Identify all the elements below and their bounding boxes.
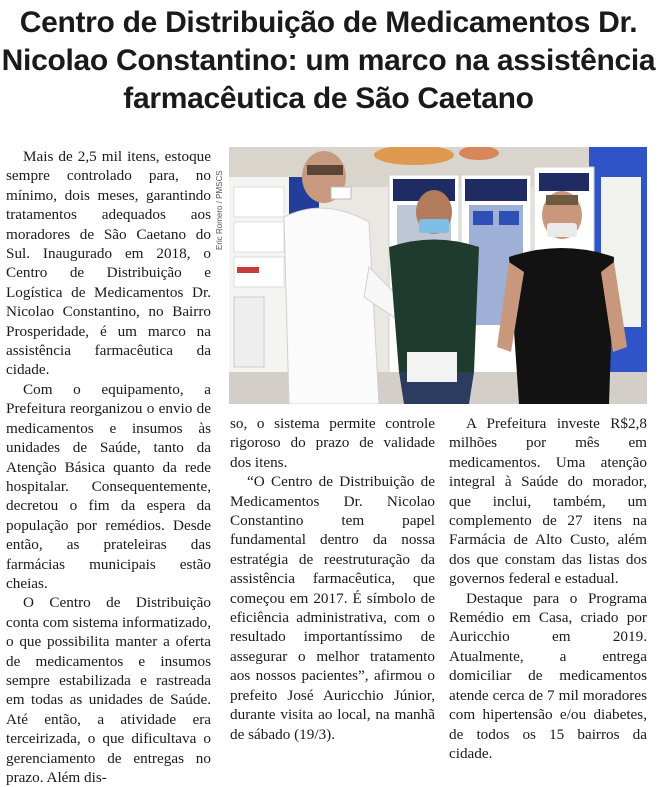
paragraph: O Centro de Distribuição conta com sistema informatizado, o que possibilita manter a oferta de medicamentos e insumos sempre estabilizada e rastreada em todas as unidades de Saúde. Até então, a atividade era terceirizada, o que dificultava o gerenciamento de entregas no prazo. Além dis- (6, 594, 211, 786)
paragraph: Mais de 2,5 mil itens, estoque sempre controlado para, no mínimo, dois meses, garantindo tratamentos adequados aos moradores de São Caetano do Sul. Inaugurado em 2018, o Centro de Distribuição e Logística de Medicamentos Dr. Nicolao Constantino, no Bairro Prosperidade, é um marco na assistência farmacêutica da cidade. (6, 148, 211, 379)
article-column-2 (230, 414, 435, 744)
paragraph: Com o equipamento, a Prefeitura reorganizou o envio de medicamentos e insumos às unidades de Saúde, tanto da Atenção Básica quanto da rede hospitalar. Consequentemente, decretou o fim da espera da população por remédios. Desde então, as prateleiras das farmácias municipais estão cheias. (6, 380, 211, 592)
article-photo (229, 147, 647, 404)
headline: Centro de Distribuição de Medicamentos Dr. Nicolao Constantino: um marco na assistência farmacêutica de São Caetano (1, 6, 656, 115)
paragraph: so, o sistema permite controle rigoroso do prazo de validade dos itens. (230, 415, 435, 471)
paragraph: A Prefeitura investe R$2,8 milhões por mês em medicamentos. Uma atenção integral à Saúde do morador, que inclui, também, um complemento de 27 itens na Farmácia de Alto Custo, além dos que constam das listas dos governos federal e estadual. (449, 415, 647, 588)
paragraph: Destaque para o Programa Remédio em Casa, criado por Auricchio em 2019. Atualmente, a entrega domiciliar de medicamentos atende cerca de 7 mil moradores com hipertensão e/ou diabetes, de todos os 15 bairros da cidade. (449, 589, 647, 762)
photo-credit: Eric Romero / PMSCS (215, 170, 224, 250)
article-column-1 (6, 147, 211, 787)
photo-illustration (229, 147, 647, 404)
article-column-3 (449, 414, 647, 763)
quote-paragraph: “O Centro de Distribuição de Medicamentos Dr. Nicolao Constantino tem papel fundamental dentro da nossa estratégia de reestruturação da assistência farmacêutica, que começou em 2017. É símbolo de eficiência administrativa, com o resultado importantíssimo de assegurar o melhor tratamento aos nossos pacientes”, afirmou o prefeito José Auricchio Júnior, durante visita ao local, na manhã de sábado (19/3). (230, 473, 435, 743)
